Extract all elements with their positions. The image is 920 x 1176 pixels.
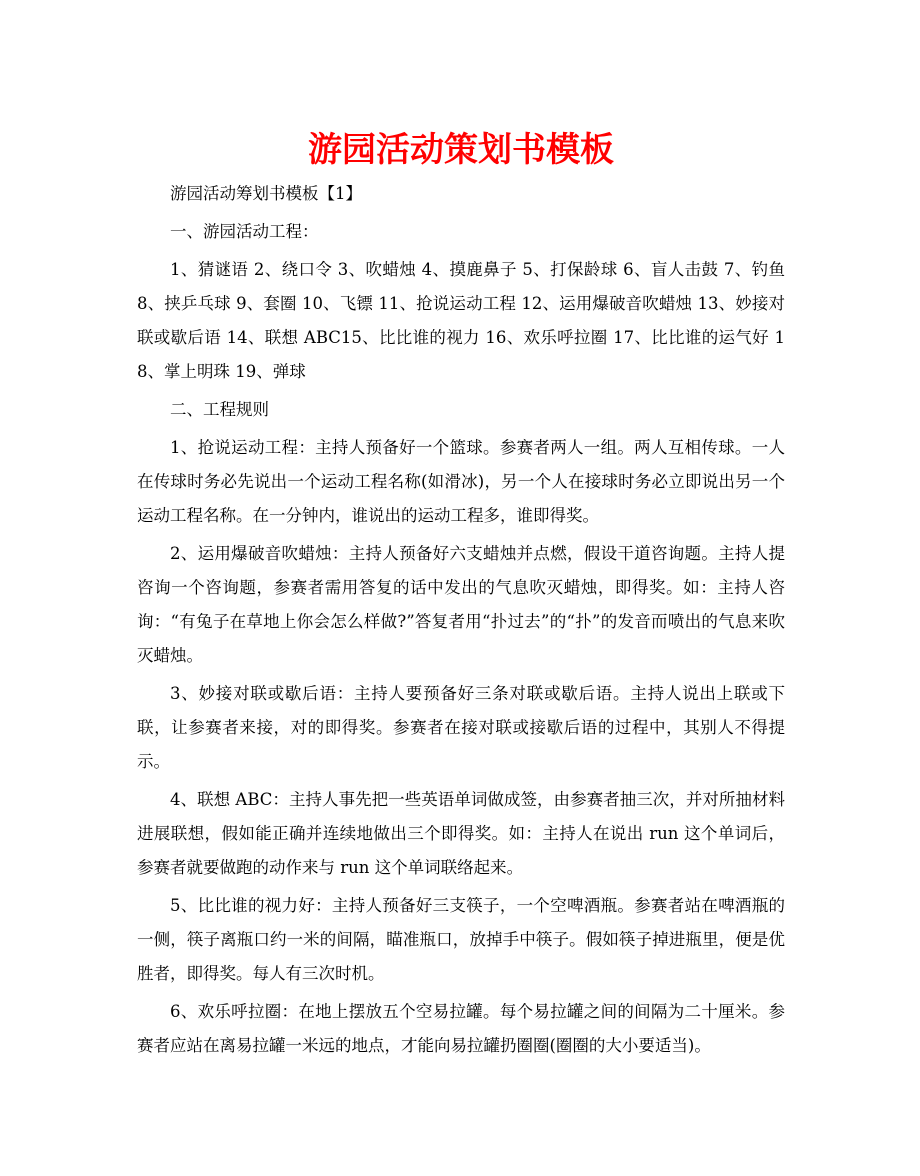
section-heading-rules: 二、工程规则 — [170, 400, 269, 419]
paragraph-rule-6: 6、欢乐呼拉圈：在地上摆放五个空易拉罐。每个易拉罐之间的间隔为二十厘米。参赛者应站在离易拉罐一米远的地点，才能向易拉罐扔圈圈(圈圈的大小要适当)。 — [137, 1002, 785, 1055]
paragraph-rule-2: 2、运用爆破音吹蜡烛：主持人预备好六支蜡烛并点燃，假设干道咨询题。主持人提咨询一个咨询题，参赛者需用答复的话中发出的气息吹灭蜡烛，即得奖。如：主持人咨询：“有兔子在草地上你会怎么样做?”答复者用“扑过去”的“扑”的发音而喷出的气息来吹灭蜡烛。 — [137, 544, 785, 665]
paragraph-heading: 游园活动筹划书模板【1】 — [170, 184, 362, 203]
section-heading-projects: 一、游园活动工程： — [170, 222, 319, 241]
document-title: 游园活动策划书模板 — [308, 130, 614, 170]
paragraph-rule-1: 1、抢说运动工程：主持人预备好一个篮球。参赛者两人一组。两人互相传球。一人在传球时务必先说出一个运动工程名称(如滑冰)，另一个人在接球时务必立即说出另一个运动工程名称。在一分钟内，谁说出的运动工程多，谁即得奖。 — [137, 438, 785, 525]
paragraph-rule-3: 3、妙接对联或歇后语：主持人要预备好三条对联或歇后语。主持人说出上联或下联，让参赛者来接，对的即得奖。参赛者在接对联或接歇后语的过程中，其别人不得提示。 — [137, 684, 785, 771]
paragraph-rule-5: 5、比比谁的视力好：主持人预备好三支筷子，一个空啤酒瓶。参赛者站在啤酒瓶的一侧，筷子离瓶口约一米的间隔，瞄准瓶口，放掉手中筷子。假如筷子掉进瓶里，便是优胜者，即得奖。每人有三次时机。 — [137, 896, 785, 983]
paragraph-rule-4: 4、联想 ABC：主持人事先把一些英语单词做成签，由参赛者抽三次，并对所抽材料进展联想，假如能正确并连续地做出三个即得奖。如：主持人在说出 run 这个单词后，参赛者就要做跑的动作来与 run 这个单词联络起来。 — [137, 790, 785, 877]
document-body — [137, 177, 785, 1067]
paragraph-project-list: 1、猜谜语 2、绕口令 3、吹蜡烛 4、摸鹿鼻子 5、打保龄球 6、盲人击鼓 7、钓鱼 8、挟乒乓球 9、套圈 10、飞镖 11、抢说运动工程 12、运用爆破音吹蜡烛 13、妙接对联或歇后语 14、联想 ABC15、比比谁的视力 16、欢乐呼拉圈 17、比比谁的运气好 18、掌上明珠 19、弹球 — [137, 260, 785, 381]
